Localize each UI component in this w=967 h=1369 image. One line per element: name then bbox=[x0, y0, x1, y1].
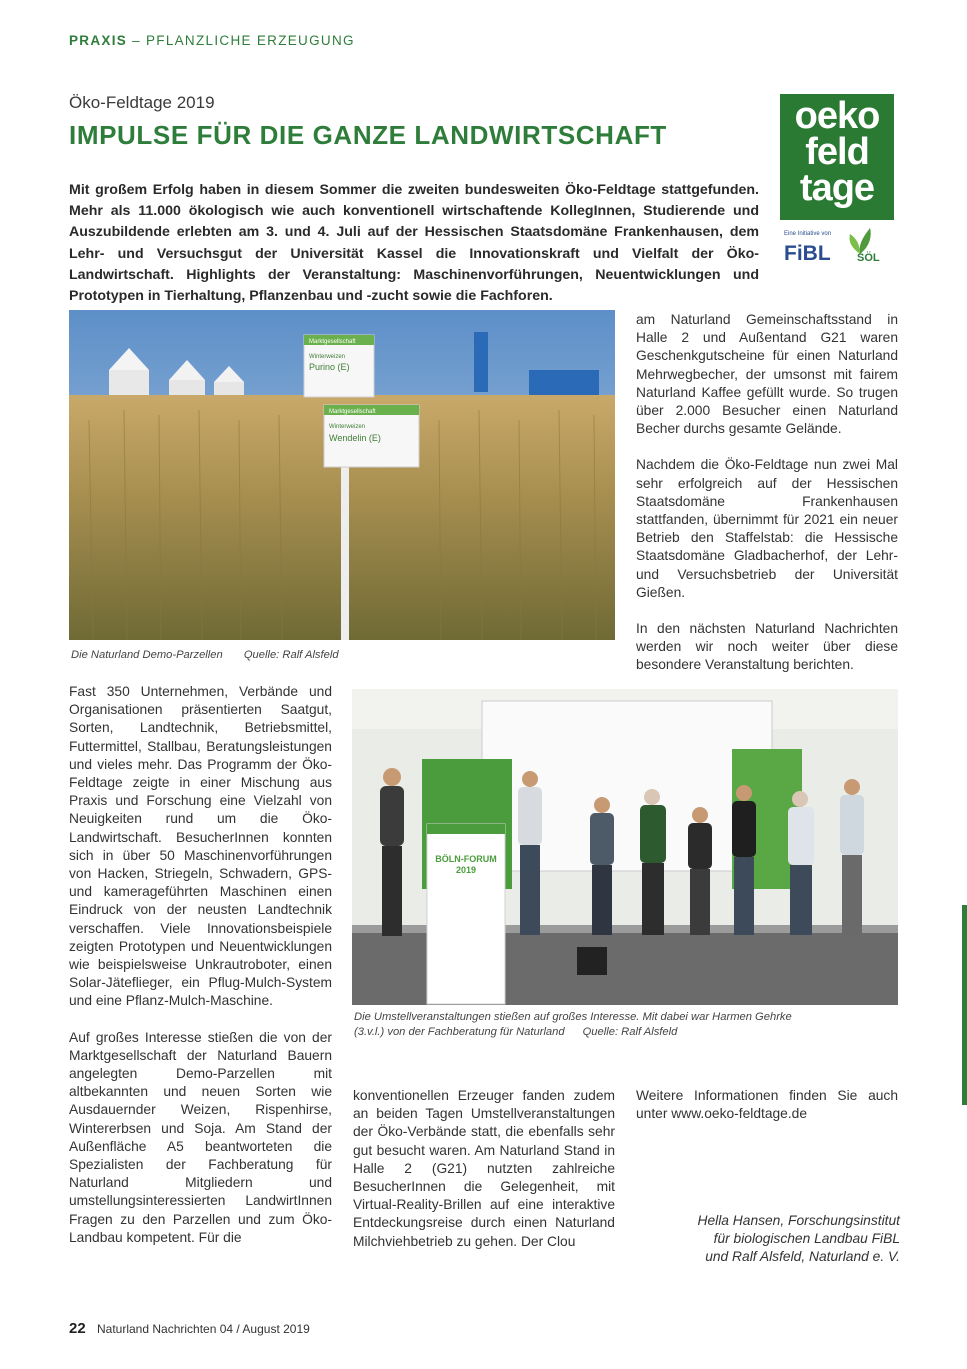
photo2-caption-line2: (3.v.l.) von der Fachberatung für Naturland bbox=[354, 1026, 565, 1038]
sign1-header: Marktgesellschaft bbox=[309, 339, 356, 345]
column-middle bbox=[353, 1087, 615, 1269]
podium-text: BÖLN-FORUM 2019 bbox=[435, 854, 497, 875]
publication-info: Naturland Nachrichten 04 / August 2019 bbox=[97, 1322, 310, 1336]
col-right-bottom: Weitere Informationen finden Sie auch unter www.oeko-feldtage.de bbox=[636, 1088, 898, 1122]
column-right-top bbox=[636, 311, 898, 693]
logo-line-1: oeko bbox=[794, 95, 880, 137]
photo-stage-event bbox=[352, 689, 898, 1005]
photo2-credit: Quelle: Ralf Alsfeld bbox=[582, 1026, 678, 1038]
section-label-rest: – PFLANZLICHE ERZEUGUNG bbox=[127, 33, 355, 48]
photo2-caption bbox=[354, 1010, 900, 1040]
photo2-caption-line2-wrap bbox=[354, 1025, 900, 1040]
col-left-p2: Auf großes Interesse stießen die von der Marktgesellschaft der Naturland Bauern angelegten Demo-Parzellen mit altbekannten und neuen Sorten wie Ausdauernder Weizen, Rispenhirse, Wintererbsen und Soja. Am Stand der Außenfläche A5 beantworteten die Spezialisten der Fachberatung für Naturland Mitgliedern und umstellungsinteressierten LandwirtInnen Fragen zu den Parzellen und zum Öko-Landbau kompetent. Für die bbox=[69, 1029, 332, 1245]
col-mid-p1: konventionellen Erzeuger fanden zudem an beiden Tagen Umstellveranstaltungen der Öko-Verbände statt, die ebenfalls sehr gut besucht waren. Am Naturland Stand in Halle 2 (G21) nutzten zahlreiche BesucherInnen die Gelegenheit, mit Virtual-Reality-Brillen auf eine interaktive Entdeckungsreise durch einen Naturland Milchviehbetrieb zu gehen. Der Clou bbox=[353, 1088, 615, 1249]
fibl-logo: FiBL bbox=[784, 242, 831, 265]
photo2-caption-line1: Die Umstellveranstaltungen stießen auf großes Interesse. Mit dabei war Harmen Gehrke bbox=[354, 1011, 792, 1023]
signature-line2: für biologischen Landbau FiBL bbox=[713, 1231, 900, 1246]
edge-accent-bar bbox=[962, 905, 967, 1105]
photo-demo-plots bbox=[69, 310, 615, 640]
partner-tagline: Eine Initiative von bbox=[784, 231, 832, 237]
col-right-p1: am Naturland Gemeinschaftsstand in Halle 2 und Außentand G21 waren Geschenkgutscheine für einen Naturland Mehrwegbecher, der umsonst mit fairem Naturland Kaffee gefüllt wurde. So trugen über 2.000 Besucher einen Naturland Becher durchs gesamte Gelände. bbox=[636, 312, 898, 437]
section-label-strong: PRAXIS bbox=[69, 33, 128, 48]
sign2-header: Marktgesellschaft bbox=[329, 409, 376, 415]
logo-line-3: tage bbox=[799, 167, 875, 209]
sign-post bbox=[341, 450, 349, 640]
sign2-line1: Winterweizen bbox=[329, 424, 366, 430]
photo1-credit: Quelle: Ralf Alsfeld bbox=[243, 649, 339, 661]
logo-line-2: feld bbox=[805, 131, 869, 173]
article-lead: Mit großem Erfolg haben in diesem Sommer die zweiten bundesweiten Öko-Feldtage stattgefunden. Mehr als 11.000 ökologisch wie auch konventionell wirtschaftende KollegInnen, Studierende und Auszubildende erlebten am 3. und 4. Juli auf der Hessischen Staatsdomäne Frankenhausen, dem Lehr- und Versuchsgut der Universität Kassel die Innovationskraft und Vielfalt der Öko-Landwirtschaft. Highlights der Veranstaltung: Maschinenvorführungen, Neuentwicklungen und Prototypen in Tierhaltung, Pflanzenbau und -zucht sowie die Fachforen. bbox=[69, 182, 759, 305]
article-headline: IMPULSE FÜR DIE GANZE LANDWIRTSCHAFT bbox=[69, 120, 667, 150]
sign1-line2: Purino (E) bbox=[309, 362, 350, 372]
monitor bbox=[577, 947, 607, 975]
col-right-p2: Nachdem die Öko-Feldtage nun zwei Mal sehr erfolgreich auf der Hessischen Staatsdomäne Frankenhausen stattfanden, übernimmt für 2021 ein neuer Betrieb den Staffelstab: die Hessische Staatsdomäne Gladbacherhof, der Lehr- und Versuchsbetrieb der Universität Gießen. bbox=[636, 457, 898, 600]
sign2-line2: Wendelin (E) bbox=[329, 433, 381, 443]
oeko-feldtage-logo bbox=[780, 94, 894, 220]
podium bbox=[427, 824, 505, 1004]
article-kicker: Öko-Feldtage 2019 bbox=[69, 93, 215, 112]
column-right-bottom bbox=[636, 1087, 898, 1141]
partner-logos bbox=[782, 226, 894, 270]
col-right-p3: In den nächsten Naturland Nachrichten werden wir noch weiter über diese besondere Veranstaltung berichten. bbox=[636, 621, 898, 673]
sol-logo: SÖL bbox=[857, 252, 880, 264]
signature-line1: Hella Hansen, Forschungsinstitut bbox=[697, 1213, 900, 1228]
author-signature bbox=[630, 1212, 900, 1266]
col-left-p1: Fast 350 Unternehmen, Verbände und Organisationen präsentierten Saatgut, Sorten, Landtechnik, Betriebsmittel, Futtermittel, Stallbau, Beratungsleistungen und vieles mehr. Das Programm der Öko-Feldtage zeigte in einer Mischung aus Praxis und Forschung eine Vielzahl von Neuigkeiten rund um die Öko-Landwirtschaft. BesucherInnen konnten sich in über 50 Maschinenvorführungen von Hacken, Striegeln, Schwadern, GPS- und kamerageführten Maschinen einen Eindruck von der neusten Landtechnik verschaffen. Viele Innovationsbeispiele zeigten Prototypen und Neuentwicklungen wie beispielsweise Unkrautroboter, einen Solar-Jäteflieger, ein Pflug-Mulch-System und eine Pflanz-Mulch-Maschine. bbox=[69, 684, 332, 1009]
page-number: 22 bbox=[69, 1320, 86, 1337]
sign1-line1: Winterweizen bbox=[309, 354, 346, 360]
column-left bbox=[69, 683, 332, 1265]
photo1-caption-text: Die Naturland Demo-Parzellen bbox=[71, 649, 223, 661]
section-label bbox=[69, 33, 355, 48]
signature-line3: und Ralf Alsfeld, Naturland e. V. bbox=[705, 1249, 900, 1264]
photo1-caption bbox=[71, 648, 339, 663]
